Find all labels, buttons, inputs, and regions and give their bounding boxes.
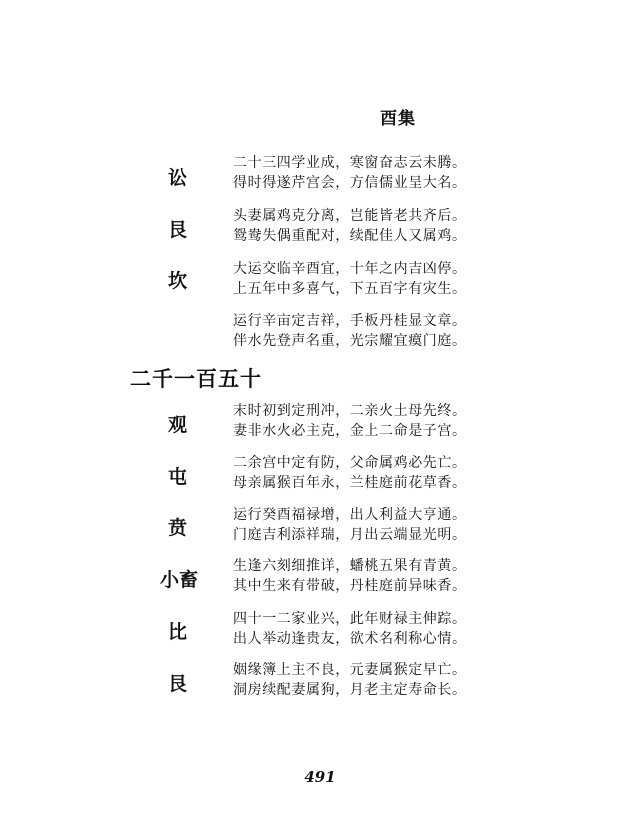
- verse-line: 四十一二家业兴，此年财禄主伸踪。: [233, 611, 467, 627]
- verse-line: 姻缘簿上主不良，元妻属猴定早亡。: [233, 662, 467, 678]
- section-heading: 二千一百五十: [130, 366, 262, 391]
- verse-line: 鸳鸯失偶重配对，续配佳人又属鸡。: [233, 228, 467, 244]
- hexagram-label: 艮: [167, 673, 187, 695]
- verse-block: [233, 153, 467, 193]
- verse-block: [233, 453, 467, 493]
- verse-block: [233, 401, 467, 441]
- hexagram-label: 贲: [167, 517, 187, 539]
- verse-line: 头妻属鸡克分离，岂能皆老共齐后。: [233, 208, 467, 224]
- verse-line: 门庭吉利添祥瑞，月出云端显光明。: [233, 527, 467, 543]
- hexagram-label: 观: [167, 414, 187, 436]
- verse-line: 二余宫中定有防，父命属鸡必先亡。: [233, 455, 467, 471]
- hexagram-label: 比: [167, 621, 187, 643]
- page-header-title: 酉集: [380, 109, 416, 129]
- verse-line: 运行癸酉福禄增，出人利益大亨通。: [233, 507, 467, 523]
- verse-block: [233, 609, 467, 649]
- verse-line: 出人举动逢贵友，欲术名利称心情。: [233, 631, 467, 647]
- hexagram-label: 小畜: [159, 569, 198, 591]
- verse-line: 二十三四学业成，寒窗奋志云未腾。: [233, 155, 467, 171]
- verse-block: [233, 505, 467, 545]
- verse-line: 生逢六刻细推详，蟠桃五果有青黄。: [233, 558, 467, 574]
- verse-block: [233, 556, 467, 596]
- verse-line: 末时初到定刑冲，二亲火土母先终。: [233, 403, 467, 419]
- verse-block: [233, 259, 467, 299]
- verse-block: [233, 311, 467, 351]
- hexagram-label: 坎: [167, 270, 187, 292]
- verse-line: 洞房续配妻属狗，月老主定寿命长。: [233, 682, 467, 698]
- verse-line: 其中生来有带破，丹桂庭前异味香。: [233, 578, 467, 594]
- hexagram-label: 艮: [167, 219, 187, 241]
- verse-line: 伴水先登声名重，光宗耀宜瘼门庭。: [233, 333, 467, 349]
- verse-line: 妻非水火必主克，金上二命是子宫。: [233, 423, 467, 439]
- verse-line: 运行辛亩定吉祥，手板丹桂显文章。: [233, 313, 467, 329]
- verse-block: [233, 660, 467, 700]
- page-number: 491: [304, 768, 336, 786]
- verse-block: [233, 206, 467, 246]
- hexagram-label: 讼: [167, 167, 187, 189]
- verse-line: 上五年中多喜气，下五百字有灾生。: [233, 281, 467, 297]
- verse-line: 大运交临辛酉宜，十年之内吉凶停。: [233, 261, 467, 277]
- verse-line: 得时得遂芹宫会，方信儒业呈大名。: [233, 175, 467, 191]
- hexagram-label: 屯: [167, 466, 187, 488]
- verse-line: 母亲属猴百年永，兰桂庭前花草香。: [233, 475, 467, 491]
